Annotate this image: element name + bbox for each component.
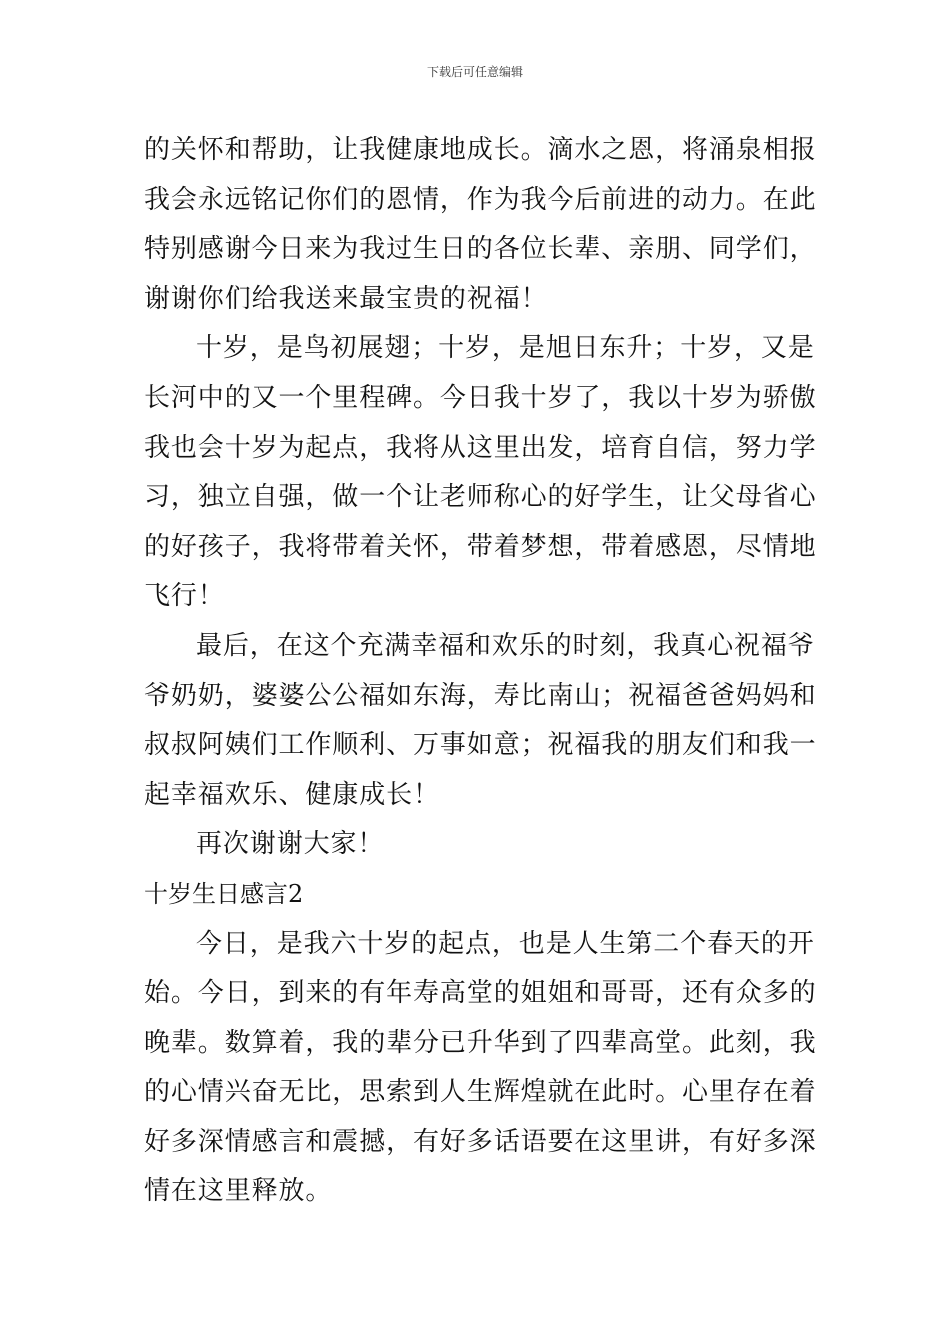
text-line: 的心情兴奋无比，思索到人生辉煌就在此时。心里存在着 [144,1077,817,1108]
text-line: 我也会十岁为起点，我将从这里出发，培育自信，努力学 [144,432,817,463]
text-line: 始。今日，到来的有年寿高堂的姐姐和哥哥，还有众多的 [144,978,817,1009]
text-line: 我会永远铭记你们的恩情，作为我今后前进的动力。在此 [144,184,817,215]
text-line: 好多深情感言和震撼，有好多话语要在这里讲，有好多深 [144,1126,817,1157]
text-line: 爷奶奶，婆婆公公福如东海，寿比南山；祝福爸爸妈妈和 [144,680,817,711]
text-line: 的好孩子，我将带着关怀，带着梦想，带着感恩，尽情地 [144,531,817,562]
page-header: 下载后可任意编辑 [426,65,523,79]
paragraph-start-line: 最后，在这个充满幸福和欢乐的时刻，我真心祝福爷 [196,630,815,661]
document-body [144,126,817,1217]
paragraph-start-line: 今日，是我六十岁的起点，也是人生第二个春天的开 [196,928,815,959]
text-line: 谢谢你们给我送来最宝贵的祝福！ [144,283,548,314]
text-line: 叔叔阿姨们工作顺利、万事如意；祝福我的朋友们和我一 [144,730,817,761]
text-line: 飞行！ [144,581,225,612]
text-line: 情在这里释放。 [144,1176,333,1207]
paragraph-start-line: 再次谢谢大家！ [196,829,385,860]
text-line: 的关怀和帮助，让我健康地成长。滴水之恩，将涌泉相报 [144,135,817,165]
paragraph-start-line: 十岁，是鸟初展翅；十岁，是旭日东升；十岁，又是 [196,333,815,364]
section-title: 十岁生日感言2 [144,879,304,908]
text-line: 长河中的又一个里程碑。今日我十岁了，我以十岁为骄傲 [144,382,817,413]
text-line: 起幸福欢乐、健康成长！ [144,779,440,810]
text-line: 习，独立自强，做一个让老师称心的好学生，让父母省心 [144,482,817,513]
text-line: 特别感谢今日来为我过生日的各位长辈、亲朋、同学们， [144,234,817,265]
text-line: 晚辈。数算着，我的辈分已升华到了四辈高堂。此刻，我 [144,1027,817,1058]
